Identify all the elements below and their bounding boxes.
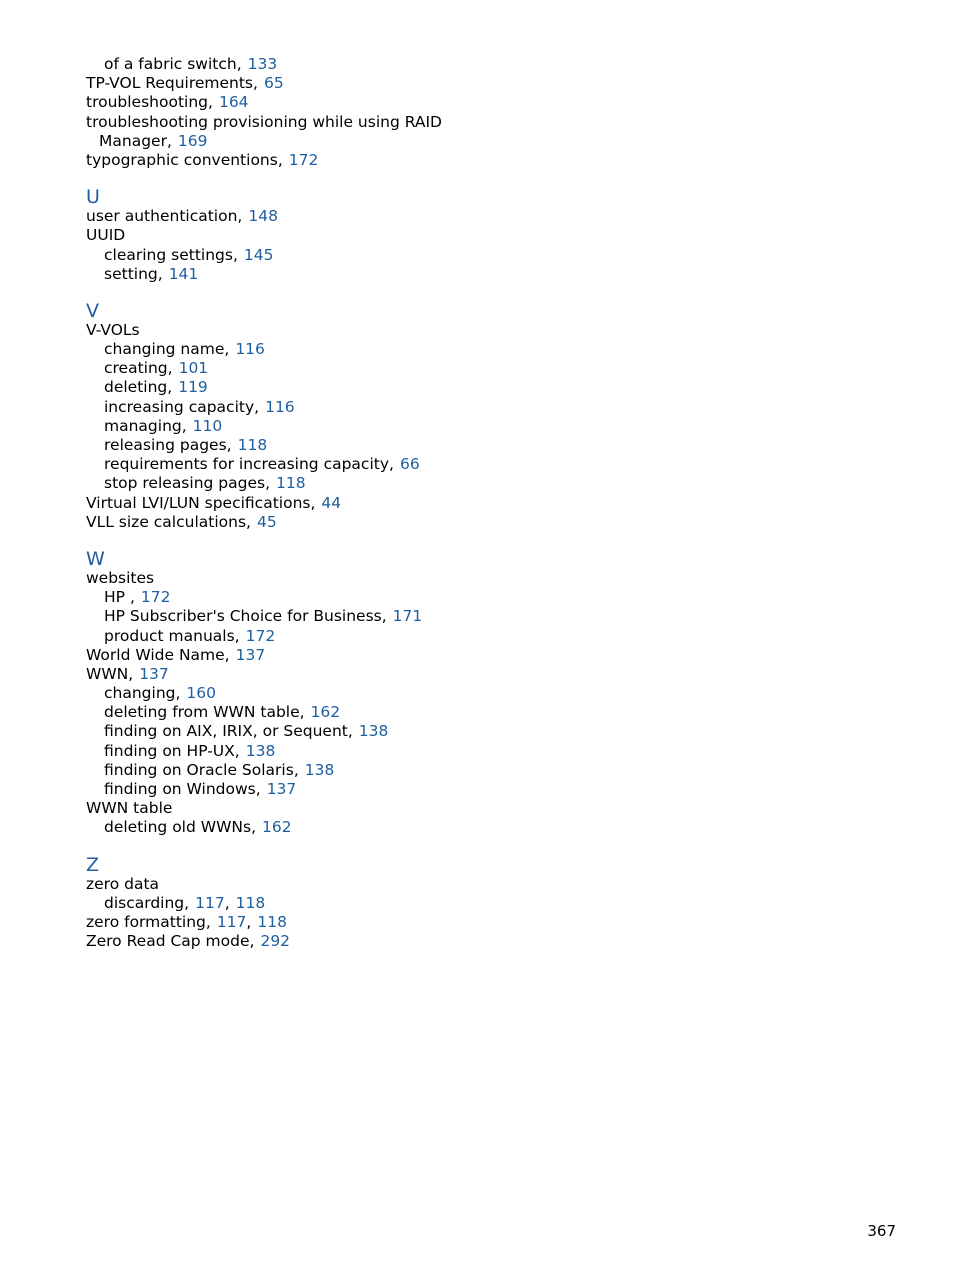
page-reference-link[interactable]: 141 [168,264,199,283]
page-reference-link[interactable]: 45 [256,512,277,531]
index-subentry [86,742,546,761]
index-term: zero formatting [86,912,206,931]
index-subentry [86,246,546,265]
separator: , [232,245,238,264]
index-term: finding on HP-UX [104,741,235,760]
index-subentry [86,55,546,74]
index-entry [86,207,546,226]
index-term: deleting [104,378,168,397]
page-reference-link[interactable]: 172 [288,150,319,169]
page-reference-link[interactable]: 118 [235,893,266,912]
index-term: websites [86,568,155,587]
index-letter-heading: Z [86,853,100,876]
index-term: discarding [104,893,185,912]
index-entry [86,513,546,532]
separator: , [347,722,353,741]
index-term: product manuals [104,626,235,645]
index-subentry [86,818,546,837]
page-reference-link[interactable]: 65 [263,74,284,93]
page-reference-link[interactable]: 116 [265,397,295,416]
separator: , [224,645,230,664]
page-reference-link[interactable]: 66 [399,455,420,474]
index-entry [86,151,546,170]
index-entry [86,646,546,665]
index-term: V-VOLs [86,320,140,339]
separator: , [246,912,252,931]
index-subentry [86,607,546,626]
index-letter-heading: W [86,547,105,570]
index-term: creating [104,359,168,378]
index-term: changing name [104,340,225,359]
page-reference-link[interactable]: 133 [247,55,278,73]
index-term: deleting from WWN table [104,703,300,722]
separator: , [157,264,163,283]
page-reference-link[interactable]: 138 [358,722,389,741]
index-subentry [86,894,546,913]
page-reference-link[interactable]: 138 [245,741,276,760]
separator: , [234,741,240,760]
index-term: VLL size calculations [86,512,247,531]
index-subentry [86,588,546,607]
separator: , [255,780,261,799]
page-reference-link[interactable]: 137 [266,780,297,799]
index-term: finding on Oracle Solaris [104,760,294,779]
page-reference-link[interactable]: 110 [192,416,223,435]
page-reference-link[interactable]: 118 [276,474,306,493]
separator: , [254,397,260,416]
page-reference-link[interactable]: 292 [260,932,291,951]
index-letter-heading: V [86,299,99,322]
index-subentry [86,684,546,703]
index-subentry [86,455,546,474]
index-term: troubleshooting provisioning while using RAID Manager [86,112,442,150]
page-reference-link[interactable]: 169 [177,131,208,150]
index-entry [86,799,546,818]
index-entry [86,226,546,245]
page-reference-link[interactable]: 162 [262,818,292,837]
index-entry [86,74,546,93]
separator: , [167,359,173,378]
index-subentry [86,780,546,799]
index-letter-heading: U [86,186,100,209]
page-reference-link[interactable]: 172 [140,588,171,607]
index-subentry [86,436,546,455]
index-term: user authentication [86,207,238,226]
index-term: troubleshooting [86,93,209,112]
index-term: Virtual LVI/LUN specifications [86,493,311,512]
index-entry [86,93,546,112]
index-term: HP Subscriber's Choice for Business [104,607,382,626]
page-reference-link[interactable]: 137 [235,645,266,664]
separator: , [236,55,242,73]
separator: , [253,74,258,93]
index-entry [86,321,546,340]
index-term: setting [104,264,158,283]
separator: , [205,912,211,931]
separator: , [224,340,230,359]
page-reference-link[interactable]: 138 [304,760,335,779]
index-subentry [86,761,546,780]
separator: , [265,474,271,493]
index-term: changing [104,684,176,703]
separator: , [299,703,305,722]
separator: , [128,664,134,683]
index-subentry [86,474,546,493]
index-term: clearing settings [104,245,233,264]
index-term: WWN table [86,799,173,818]
separator: , [234,626,240,645]
page-reference-link[interactable]: 119 [178,378,208,397]
index-term: deleting old WWNs [104,818,252,837]
index-term: increasing capacity [104,397,255,416]
index-term: typographic conventions [86,150,278,169]
page-reference-link[interactable]: 137 [139,664,169,683]
index-subentry [86,378,546,397]
separator: , [251,818,257,837]
index-subentry [86,265,546,284]
index-subentry [86,417,546,436]
index-term: UUID [86,226,126,245]
separator: , [293,760,299,779]
index-subentry [86,359,546,378]
index-entry [86,494,546,513]
page-reference-link[interactable]: 117 [195,893,225,912]
page-reference-link[interactable]: 171 [392,607,423,626]
page-reference-link[interactable]: 160 [186,684,217,703]
index-term: TP-VOL Requirements [86,74,254,93]
index-subentry [86,703,546,722]
separator: , [310,493,316,512]
index-term: zero data [86,874,160,893]
page-reference-link[interactable]: 116 [235,340,265,359]
separator: , [167,378,173,397]
index-term: HP [104,588,130,607]
index-subentry [86,627,546,646]
index-term: managing [104,416,182,435]
index-entry [86,569,546,588]
separator: , [277,150,283,169]
page-reference-link[interactable]: 101 [178,359,209,378]
page-reference-link[interactable]: 162 [310,703,341,722]
index-term: finding on Windows [104,780,256,799]
index-term: Zero Read Cap mode [86,932,250,951]
separator: , [175,684,181,703]
separator: , [249,932,255,951]
separator: , [224,893,230,912]
separator: , [166,131,172,150]
page-number: 367 [867,1222,896,1240]
index-term: World Wide Name [86,645,225,664]
separator: , [381,607,387,626]
index-entry [86,932,546,951]
index-entry [86,875,546,894]
separator: , [389,455,394,474]
index-term: finding on AIX, IRIX, or Sequent [104,722,348,741]
index-term: stop releasing pages [104,474,266,493]
page-reference-link[interactable]: 117 [216,912,247,931]
page-reference-link[interactable]: 118 [257,912,287,931]
index-column [86,55,546,951]
page-reference-link[interactable]: 172 [245,626,276,645]
index-term: releasing pages [104,436,227,455]
separator: , [246,512,251,531]
index-subentry [86,340,546,359]
separator: , [129,588,135,607]
index-subentry [86,722,546,741]
page-reference-link[interactable]: 148 [248,207,278,226]
separator: , [226,436,232,455]
index-entry [86,665,546,684]
index-term: requirements for increasing capacity [104,455,390,474]
separator: , [184,893,190,912]
page-reference-link[interactable]: 118 [237,436,268,455]
separator: , [237,207,243,226]
page-reference-link[interactable]: 164 [218,93,249,112]
separator: , [208,93,213,112]
index-entry [86,113,546,151]
index-subentry [86,398,546,417]
page-reference-link[interactable]: 145 [243,245,274,264]
index-entry [86,913,546,932]
index-term: WWN [86,664,129,683]
page-reference-link[interactable]: 44 [321,493,342,512]
index-term: of a fabric switch [104,55,237,73]
separator: , [181,416,187,435]
